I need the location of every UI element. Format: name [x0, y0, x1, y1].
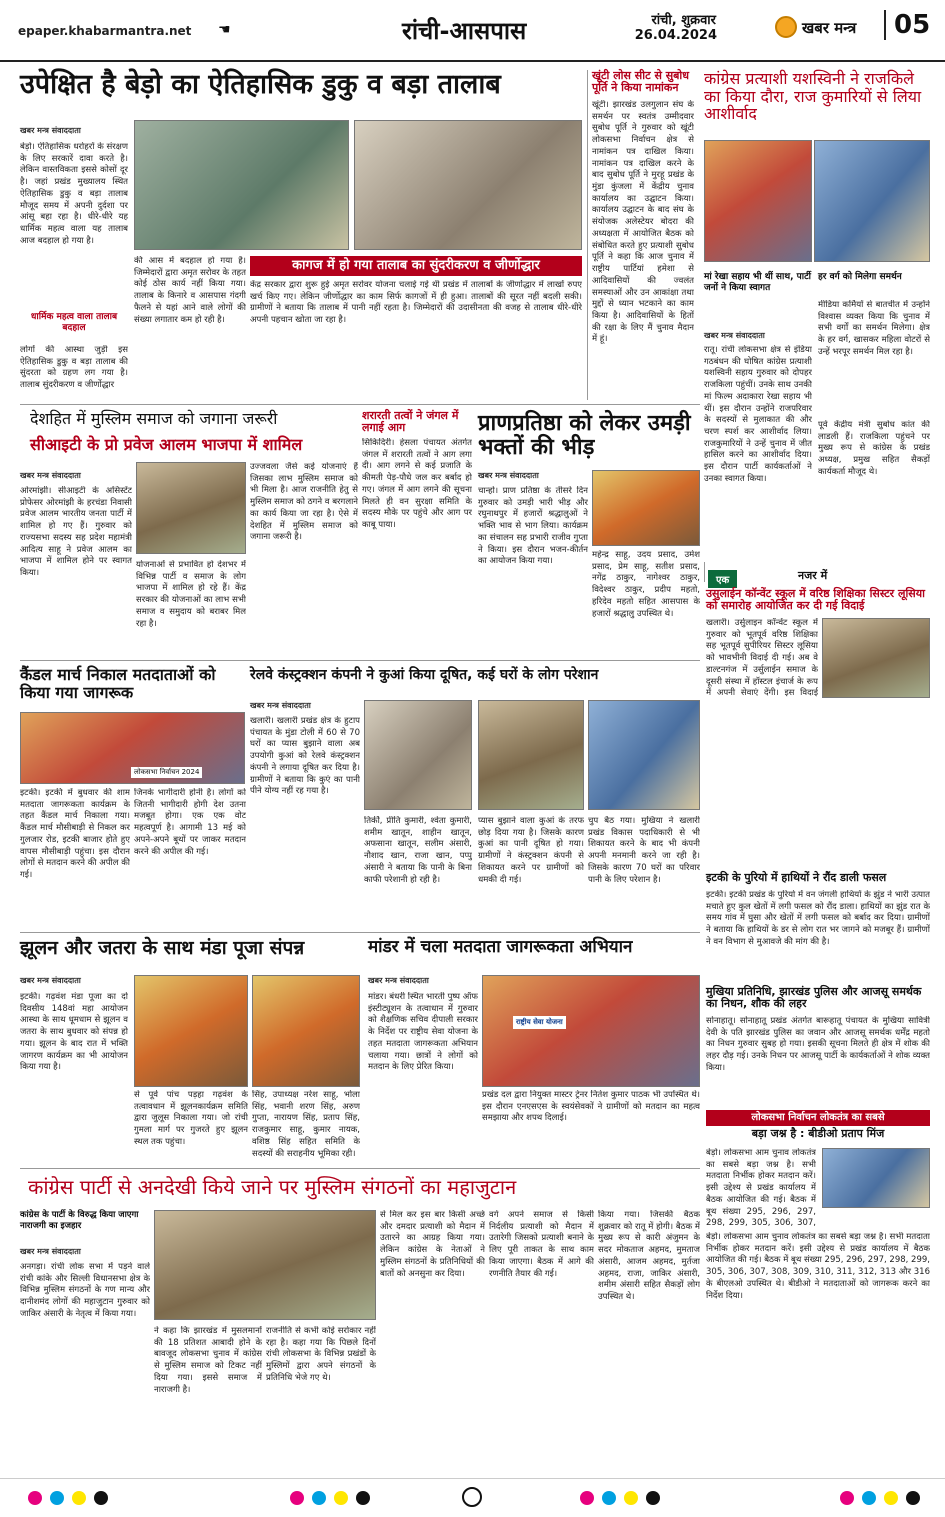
nss-banner-text: राष्ट्रीय सेवा योजना [513, 1016, 566, 1029]
article15-body6: किया गया। जिसकी बैठक शुक्रवार को रातू में होगी। बैठक में मुख्य रूप से कारी अंजुमन के सदर मोकताज अहमद, मुमताज अंसारी, आजम अहमद, मुर्तजा अहमद, राजा, जाकिर अंसारी, शमीम अंसारी सहित सैकड़ों लोग उपस्थित थे। [598, 1210, 700, 1303]
section-title: रांची-आसपास [402, 17, 527, 45]
article3-byline: खबर मन्त्र संवाददाता [704, 331, 765, 340]
article1-body1: बेड़ो। ऐतिहासिक धरोहरों के संरक्षण के लिए सरकारें दावा करते है। लेकिन वास्तविकता इससे कोसों दूर है। जहां प्रखंड मुख्यालय स्थित ऐतिहासिक डुकु व बड़ा तालाब मौजूद समय में अपनी दुर्दशा पर आंसू बहा रहा है। धीरे-धीरे यह धार्मिक महत्व वाला यह तालाब आज बदहाल हो गया है। [20, 142, 128, 246]
article11-body2: जिनके भागीदारी होनी है। लोगों को जितनी भागीदारी होगी देश उतना मजबूत होगा। एक एक वोट महत्वपूर्ण है। आगामी 13 मई को अपने-अपने बूथों पर जाकर मतदान करने की अपील की गई। [134, 788, 246, 857]
article6-body: चान्हो। प्राण प्रतिष्ठा के तीसरे दिन गुरुवार को उमड़ी भारी भीड़ और रघुनाथपुर में हजारों श्रद्धालुओं ने भक्ति भाव से भाग लिया। कार्यक्रम का संचालन सह प्रभारी राजीव गुप्ता ने किया। इस दौरान भजन-कीर्तन का आयोजन किया गया। [478, 486, 588, 567]
manda-puja-crowd-photo [252, 975, 360, 1087]
color-dot-cyan-3 [602, 1491, 616, 1505]
color-dot-yellow [72, 1491, 86, 1505]
article13-body2: से पूर्व पांच पड़हा गढ़वंश के तत्वावधान में झूलनकार्यक्रम समिति द्वारा जुलूस निकाला गया। जो रांची गुमला मार्ग पर गुजरते हुए झूलन स्थल तक पहुंचा। [134, 1090, 248, 1147]
article4-headline: सीआइटी के प्रो प्रवेज आलम भाजपा में शामिल [30, 435, 303, 454]
brand-logo-icon [775, 16, 797, 38]
article1-banner: कागज में हो गया तालाब का सुंदरीकरण व जीर्णोद्धार [250, 256, 582, 276]
article3-sub2-body: मीडिया कर्मियों से बातचीत में उन्होंने विश्वास व्यक्त किया कि चुनाव में सभी वर्गों का समर्थन मिलेगा। क्षेत्र के हर वर्ग, खासकर महिला वोटरों से उन्हें भरपूर समर्थन मिल रहा है। [818, 300, 930, 357]
pond-photo [134, 120, 349, 250]
article4-body2: योजनाओं से प्रभावित हो देशभर में विभिन्न पार्टी व समाज के लोग भाजपा में शामिल हो रहे हैं। केंद्र सरकार की योजनाओं का लाभ सभी समाज व समुदाय को बराबर मिल रहा है। [136, 560, 246, 629]
article11-headline: कैंडल मार्च निकाल मतदाताओं को किया गया जागरूक [20, 665, 216, 702]
article13-body3: सिंह, उपाध्यक्ष नरेश साहू, भोला सिंह, भवानी शरण सिंह, अरुण गुप्ता, नारायण सिंह, प्रताप सिंह, राजकुमार साहू, कुमार नायक, वशिष्ठ सिंह सहित समिति के सदस्यों की सराहनीय भूमिका रही। [252, 1090, 360, 1159]
article15-body5: वर्ग अपने समाज से किसी निर्दलीय प्रत्याशी को मैदान में उतारेगी जिसको प्रत्याशी बनाने के लिए पूरी ताकत के साथ काम किया जाएगा। बैठक में आगे की रणनीति तैयार की गई। [489, 1210, 594, 1279]
meeting-photo [822, 1148, 930, 1208]
dateline-city: रांची, शुक्रवार [651, 13, 716, 28]
color-dot-yellow-2 [334, 1491, 348, 1505]
voter-awareness-photo [482, 975, 700, 1087]
article5-body: सिकिदिरी। हेसला पंचायत अंतर्गत जंगल में शरारती तत्वों ने आग लगा दी। आग लगने से कई प्रजाति के कीमती पेड़-पौधे जल कर बर्बाद हो गए। जंगल में आग लगने की सूचना मिलते ही वन सुरक्षा समिति के सदस्य मौके पर पहुंचे और आग पर काबू पाया। [362, 438, 472, 531]
article12-body-bottom3: चुप बैठ गया। मुखिया ने खलारी प्रखंड विकास पदाधिकारी से भी शिकायत करने के बाद भी कंपनी अपनी मनमानी करने जा रही है। जिसके कारण 70 घरों का परिवार पानी के लिए परेशान है। [588, 816, 700, 885]
masthead [0, 0, 945, 62]
article1-body3: की आस में बदहाल हो गया है। जिम्मेदारों द्वारा अमृत सरोवर के तहत कोई ठोस कार्य नहीं किया गया। तालाब के किनारे व आसपास गंदगी फैलने से यहां आने वाले लोगों की संख्या लगातार कम हो रही है। [134, 256, 246, 325]
color-dot-cyan-2 [312, 1491, 326, 1505]
villagers-photo-2 [588, 700, 700, 810]
candle-march-photo [20, 712, 245, 784]
article12-byline: खबर मन्त्र संवाददाता [250, 701, 311, 710]
article2-headline: खूंटी लोस सीट से सुबोध पूर्ति ने किया नामांकन [592, 69, 690, 95]
article4-kicker: देशहित में मुस्लिम समाज को जगाना जरूरी [30, 409, 278, 428]
article15-body2: ने कहा कि झारखंड में मुसलमानों की 18 प्रतिशत आबादी होने के बावजूद लोकसभा चुनाव में कांग्रेस से मुस्लिम समाज को टिकट नहीं दिया गया। इससे समाज में नाराजगी है। [154, 1326, 262, 1395]
article7-kicker2: नजर में [798, 569, 828, 582]
article3-body-right: पूर्व केंद्रीय मंत्री सुबोध कांत की लाडली हैं। राजकिला पहुंचने पर मुख्य रूप से कांग्रेस के प्रखंड अध्यक्ष, प्रमुख सहित सैकड़ों कार्यकर्ता मौजूद थे। [818, 420, 930, 477]
article1-byline: खबर मन्त्र संवाददाता [20, 126, 81, 135]
farewell-photo [822, 618, 930, 698]
brand-name: खबर मन्त्र [802, 19, 857, 37]
color-dot-magenta [28, 1491, 42, 1505]
section-rule [20, 404, 700, 405]
color-dot-black-2 [356, 1491, 370, 1505]
article3-headline: कांग्रेस प्रत्याशी यशस्विनी ने राजकिले का किया दौरा, राज कुमारियों से लिया आशीर्वाद [704, 69, 922, 124]
villagers-photo [478, 700, 584, 810]
article10-body: बेड़ो। लोकसभा आम चुनाव लोकतंत्र का सबसे बड़ा जश्न है। सभी मतदाता निर्भीक होकर मतदान करें। इसी उद्देश्य से प्रखंड कार्यालय में बैठक आयोजित की गई। बैठक में बूथ संख्या 295, 296, 297, 298, 299, 305, 306, 307, 308, 309, 310, 311, 312, 313 और 316 के बीएलओ उपस्थित थे। बीडीओ ने मतदाताओं को जागरूक करने का निर्देश दिया। [706, 1232, 930, 1301]
manda-puja-photo [134, 975, 248, 1087]
article9-body: सोनाहातू। सोनाहातू प्रखंड अंतर्गत बारूहातू पंचायत के मुखिया सावित्री देवी के पति झारखंड पुलिस का जवान और आजसू समर्थक धर्मेंद्र महतो का निधन गुरुवार सुबह हो गया। इसकी सूचना मिलते ही क्षेत्र में शोक की लहर दौड़ गई। उनके निधन पर आजसू पार्टी के कार्यकर्ताओं ने शोक व्यक्त किया। [706, 1016, 930, 1073]
color-dot-yellow-4 [884, 1491, 898, 1505]
article12-body-bottom: तिर्की, प्रीति कुमारी, श्वेता कुमारी, शमीम खातून, शाहीन खातून, अफसाना खातून, सलीम अंसारी, नौशाद खान, राजा खान, पप्पु अंसारी ने बताया कि पानी के बिना काफी परेशानी हो रही है। [364, 816, 472, 885]
article1-headline: उपेक्षित है बेड़ो का ऐतिहासिक डुकु व बड़ा तालाब [20, 69, 501, 100]
article15-body: अनगड़ा। रांची लोक सभा में पड़ने वाले रांची कांके और सिल्ली विधानसभा क्षेत्र के विभिन्न मुस्लिम संगठनों के गण मान्य और दानीशमंद लोगों की महाजुटान गुरुवार को जाकिर अंसारी के नेतृत्व में किया गया। [20, 1262, 150, 1319]
article15-headline: कांग्रेस पार्टी से अनदेखी किये जाने पर मुस्लिम संगठनों का महाजुटान [28, 1175, 517, 1199]
article10-kicker: लोकसभा निर्वाचन लोकतंत्र का सबसे [706, 1110, 930, 1126]
article13-byline: खबर मन्त्र संवाददाता [20, 976, 81, 985]
article15-body3: राजनीति से कभी कोई सरोकार नहीं रहा है। कहा गया कि पिछले दिनों रांची लोकसभा के विभिन्न प्रखंडों के मुस्लिमों द्वारा अपने संगठनों के प्रतिनिधि भेजे गए थे। [266, 1326, 376, 1383]
article13-body: इटकी। गढ़वंश मंडा पूजा का दो दिवसीय 148वां महा आयोजन आस्था के साथ धूमधाम से झूलन व जतरा के साथ बुधवार को संपन्न हो गया। झूलन के बाद रात में भक्ति जागरण कार्यक्रम का भी आयोजन किया गया है। [20, 992, 128, 1073]
color-dot-black-4 [906, 1491, 920, 1505]
election-banner-text: लोकसभा निर्वाचन 2024 [131, 767, 202, 778]
column-rule [587, 70, 588, 400]
article14-body2: प्रखंड दल द्वारा नियुक्त मास्टर ट्रेनर नितेश कुमार पाठक भी उपस्थित थे। इस दौरान एनएसएस के स्वयंसेवकों ने ग्रामीणों को मतदान का महत्व समझाया और शपथ दिलाई। [482, 1090, 700, 1124]
color-dot-magenta-2 [290, 1491, 304, 1505]
article3-sub2: हर वर्ग को मिलेगा समर्थन [818, 272, 902, 282]
article1-pull-quote: धार्मिक महत्व वाला तालाब बदहाल [30, 312, 118, 334]
article7-body: खलारी। उर्सुलाइन कॉन्वेंट स्कूल में गुरुवार को भूतपूर्व वरिष्ठ शिक्षिका सह भूतपूर्व सुपीरियर सिस्टर लूसिया को भावभीनी विदाई दी गई। अब वे डाल्टनगंज में उर्सुलाईन समाज के दूसरी संस्था में हॉस्टल इंचार्ज के रूप में अपनी सेवाएं देंगी। इस विदाई [706, 618, 818, 698]
devotees-photo [592, 470, 700, 546]
article1-body4: केंद्र सरकार द्वारा शुरू हुई अमृत सरोवर योजना चलाई गई थी प्रखंड में तालाबों के जीर्णोद्धार में लाखों रुपए खर्च किए गए। लेकिन जीर्णोद्धार का काम सिर्फ कागजों में ही हुआ। तालाबों की सूरत नहीं बदली सकी। ग्रामीणों ने बताया कि तालाब में पानी नहीं रहता है। जिम्मेदारों की उदासीनता की वजह से तालाब धीरे-धीरे अपनी पहचान खोता जा रहा है। [250, 280, 582, 326]
color-dot-magenta-4 [840, 1491, 854, 1505]
color-dot-black [94, 1491, 108, 1505]
royal-family-photo [814, 140, 930, 262]
article13-headline: झूलन और जतरा के साथ मंडा पूजा संपन्न [20, 937, 305, 959]
article4-body1: ओरमांझी। सीआइटी के असिस्टेंट प्रोफेसर ओरमांझी के हरचंडा निवासी प्रवेज आलम भारतीय जनता पार्टी में शामिल हो गए हैं। गुरुवार को राज्यसभा सदस्य सह प्रदेश महामंत्री आदित्य साहू ने प्रवेज आलम का भाजपा में शामिल होने पर स्वागत किया। [20, 486, 132, 579]
pointer-icon: ☚ [218, 22, 231, 38]
article12-body-bottom2: प्यास बुझाने वाला कुआं के तरफ छोड़ दिया गया है। जिसके कारण कुआं का पानी दूषित हो गया। ग्रामीणों ने कंस्ट्रक्शन कंपनी से शिकायत करने पर ग्रामीणों को धमकी दी गई। [478, 816, 584, 885]
article10-headline: बड़ा जश्न है : बीडीओ प्रताप मिंज [751, 1127, 885, 1140]
article14-body: मांडर। बंधरी स्थित भारती पुष्प ऑफ इंस्टीट्यूशन के तत्वाधान में गुरुवार को शैक्षणिक सचिव दीपाली सरकार के निर्देश पर राष्ट्रीय सेवा योजना के तहत मतदाता जागरूकता अभियान चलाया गया। छात्रों ने लोगों को मतदान के लिए प्रेरित किया। [368, 992, 478, 1073]
article12-headline: रेलवे कंस्ट्रक्शन कंपनी ने कुआं किया दूषित, कई घरों के लोग परेशान [250, 667, 599, 683]
article5-kicker: शरारती तत्वों ने जंगल में लगाई आग [362, 409, 459, 435]
article10-body-top: बेड़ो। लोकसभा आम चुनाव लोकतंत्र का सबसे बड़ा जश्न है। सभी मतदाता निर्भीक होकर मतदान करें। इसी उद्देश्य से प्रखंड कार्यालय में बैठक आयोजित की गई। बैठक में बूथ संख्या 295, 296, 297, 298, 299, 305, 306, 307, [706, 1148, 816, 1228]
article15-byline: खबर मन्त्र संवाददाता [20, 1247, 81, 1256]
color-dot-black-3 [646, 1491, 660, 1505]
site-url-link[interactable]: epaper.khabarmantra.net [18, 24, 192, 38]
article3-sub1: मां रेखा सहाय भी थीं साथ, पार्टी जनों ने किया स्वागत [704, 272, 811, 294]
color-dot-cyan-4 [862, 1491, 876, 1505]
page-number: 05 [884, 10, 930, 40]
article9-headline: मुखिया प्रतिनिधि, झारखंड पुलिस और आजसू समर्थक का निधन, शौक की लहर [706, 985, 922, 1011]
article2-body: खूंटी। झारखंड उलगुलान संघ के समर्थन पर स्वतंत्र उम्मीदवार सुबोध पूर्ति ने गुरुवार को खूंटी लोकसभा निर्वाचन क्षेत्र से नामांकन पत्र दाखिल किया। नामांकन पत्र दाखिल करने के बाद सुबोध पूर्ति ने मुरहू प्रखंड के मुंडा कुंजला में केंद्रीय चुनाव कार्यालय का उद्घाटन किया। कार्यालय उद्घाटन के बाद संघ के संयोजक अलेस्टेयर बोदरा की अध्यक्षता में आयोजित बैठक को संबोधित करते हुए प्रत्याशी सुबोध पूर्ति ने कहा कि आज चुनाव में राष्ट्रीय पार्टियां हमेशा से आदिवासियों की ज्वलंत समस्याओं और उन आकांक्षा तथा मुद्दों से ध्यान भटकाने का काम किया है। आदिवासियों के हितों की रक्षा के लिए मैं चुनाव मैदान में हूं। [592, 100, 694, 345]
muslim-organizations-photo [154, 1210, 376, 1320]
article12-body: खलारी। खलारी प्रखंड क्षेत्र के हुटाप पंचायत के मुंडा टोली में 60 से 70 घरों का प्यास बुझाने वाला अब उपयोगी कुआं को रेलवे कंस्ट्रक्शन कंपनी ने लगाया दूषित कर दिया है। ग्रामीणों ने बताया कि कुएं का पानी पीने योग्य नहीं रह गया है। [250, 716, 360, 797]
article4-body3: उज्जवला जैसे कई योजनाएं हैं जिसका लाभ मुस्लिम समाज को भी मिला है। आज राजनीति हेतु से मुस्लिम समाज को ठगने व बरगलाने का कार्य किया जा रहा है। ऐसे में देशहित में मुस्लिम समाज को जगाना जरूरी है। [250, 462, 358, 543]
dateline-date: 26.04.2024 [634, 28, 717, 43]
article7-headline: उसुलाईन कॉन्वेंट स्कूल में वरिष्ठ शिक्षिका सिस्टर लूसिया को समारोह आयोजित कर दी गई विदाई [706, 587, 925, 613]
well-photo [364, 700, 472, 810]
article8-headline: इटकी के पुरियो में हाथियों ने रौंद डाली फसल [706, 871, 887, 884]
color-dot-cyan [50, 1491, 64, 1505]
article4-byline: खबर मन्त्र संवाददाता [20, 471, 81, 480]
article14-byline: खबर मन्त्र संवाददाता [368, 976, 429, 985]
article8-body: इटकी। इटकी प्रखंड के पुरियो में वन जंगली हाथियों के झुंड ने भारी उत्पात मचाते हुए कुल खेतों में लगी फसल को रौंद डाला। हाथियों का झुंड रात के समय गांव में घुसा और खेतों में लगी फसल को बर्बाद कर दिया। ग्रामीणों ने बताया कि हाथियों के डर से लोग रात भर जागने को मजबूर हैं। ग्रामीणों ने वन विभाग से मुआवजे की मांग की है। [706, 890, 930, 947]
article15-sub: कांग्रेस के पार्टी के विरुद्ध किया जाएगा नाराजगी का इजहार [20, 1210, 139, 1231]
color-dot-yellow-3 [624, 1491, 638, 1505]
candidate-photo [704, 140, 812, 262]
article11-body: इटकी। इटकी में बुधवार की शाम मतदाता जागरूकता कार्यक्रम के तहत कैंडल मार्च निकाला गया। कैंडल मार्च मौसीबाड़ी से निकल कर गुलजार रोड, इटकी बाजार होते हुए वापस मौसीबाड़ी पहुंचा। इस दौरान लोगों से मतदान करने की अपील की गई। [20, 788, 130, 881]
article6-byline: खबर मन्त्र संवाददाता [478, 471, 539, 480]
pond-photo-2 [354, 120, 582, 250]
professor-joining-photo [136, 462, 246, 554]
ek-nazar-badge: एक [708, 570, 737, 588]
article1-body2: लोगों की आस्था जुड़ी इस ऐतिहासिक डुकु व बड़ा तालाब की सुंदरता को ग्रहण लग गया है। तालाब सुंदरीकरण व जीर्णोद्धार [20, 345, 128, 391]
footer-strip [0, 1478, 945, 1517]
registration-mark-icon [462, 1487, 482, 1507]
color-dot-magenta-3 [580, 1491, 594, 1505]
article15-body4: से मिल कर इस बार किसी अच्छे और दमदार प्रत्याशी को मैदान में उतारने का आग्रह किया गया। लेकिन कांग्रेस के नेताओं ने मुस्लिम संगठनों के प्रतिनिधियों की बातों को अनसुना कर दिया। [380, 1210, 485, 1279]
article3-body: रातू। रांची लोकसभा क्षेत्र से इंडिया गठबंधन की घोषित कांग्रेस प्रत्याशी यशस्विनी सहाय गुरुवार को दोपहर राजकिला पहुंचीं। उनके साथ उनकी मां फिल्म अदाकारा रेखा सहाय भी थीं। इस दौरान उन्होंने राजपरिवार के सदस्यों से मुलाकात की और चरण स्पर्श कर आशीर्वाद लिया। राजकुमारियों ने उन्हें चुनाव में जीत हासिल करने का आशीर्वाद दिया। इस दौरान पार्टी कार्यकर्ताओं ने उनका स्वागत किया। [704, 345, 812, 484]
article6-body-right: महेन्द्र साहू, उदय प्रसाद, उमेश प्रसाद, प्रेम साहू, सतीश प्रसाद, नगेंद्र ठाकुर, नागेश्वर ठाकुर, विदेश्वर ठाकुर, प्रदीप महतो, हरिदेव महतो सहित आसपास के हजारों श्रद्धालु उपस्थित थे। [592, 550, 700, 619]
article14-headline: मांडर में चला मतदाता जागरूकता अभियान [368, 937, 633, 957]
article6-headline: प्राणप्रतिष्ठा को लेकर उमड़ी भक्तों की भीड़ [478, 411, 691, 461]
